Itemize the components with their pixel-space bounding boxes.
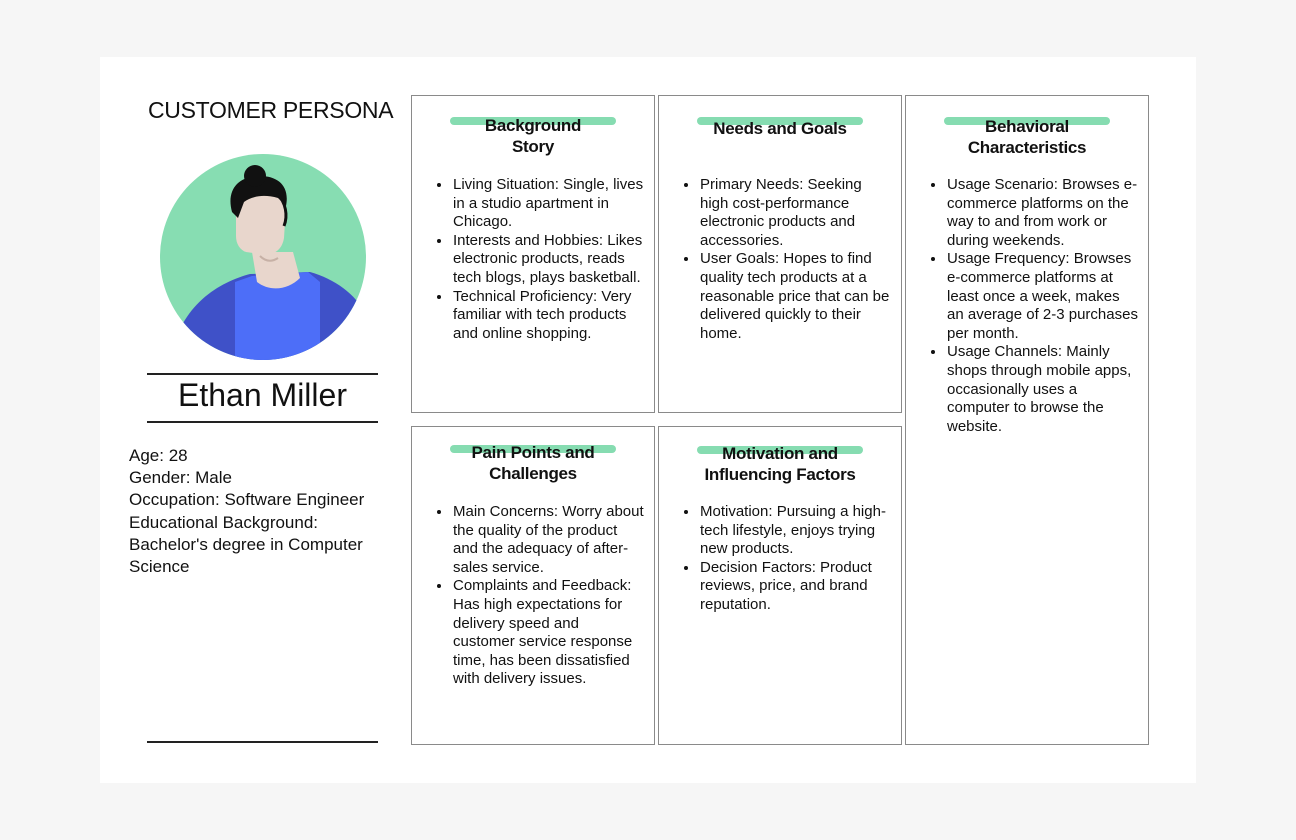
list-item: • Interests and Hobbies: Likes electronic products, reads tech blogs, plays basketball. bbox=[452, 232, 644, 288]
heading-line: Challenges bbox=[489, 464, 577, 483]
card-heading bbox=[659, 427, 901, 503]
list-item: • Motivation: Pursuing a high-tech lifestyle, enjoys trying new products. bbox=[699, 503, 891, 559]
persona-name: Ethan Miller bbox=[178, 377, 347, 413]
detail-education-value-cont: Science bbox=[129, 557, 190, 577]
person-avatar-icon bbox=[160, 154, 366, 360]
persona-details bbox=[129, 445, 404, 578]
card-heading bbox=[659, 96, 901, 176]
heading-line: Behavioral bbox=[985, 117, 1069, 136]
detail-occupation: Occupation: Software Engineer bbox=[129, 490, 365, 510]
details-rule-bottom bbox=[147, 741, 378, 743]
list-item: • Living Situation: Single, lives in a studio apartment in Chicago. bbox=[452, 176, 644, 232]
list-item: • Main Concerns: Worry about the quality of the product and the adequacy of after-sales service. bbox=[452, 503, 644, 577]
heading-line: Motivation and bbox=[722, 444, 838, 463]
list-item: • Technical Proficiency: Very familiar with tech products and online shopping. bbox=[452, 288, 644, 344]
list-item: • Primary Needs: Seeking high cost-performance electronic products and accessories. bbox=[699, 176, 891, 250]
list-item: • Usage Frequency: Browses e-commerce platforms at least once a week, makes an average of 2-3 purchases per month. bbox=[946, 250, 1138, 343]
card-list bbox=[659, 503, 901, 615]
persona-profile bbox=[100, 57, 400, 783]
heading-line: Background bbox=[484, 116, 582, 135]
card-list bbox=[659, 176, 901, 343]
name-rule-top bbox=[147, 373, 378, 375]
card-heading bbox=[412, 96, 654, 176]
name-rule-bottom bbox=[147, 421, 378, 423]
card-heading bbox=[906, 96, 1148, 176]
detail-gender: Gender: Male bbox=[129, 468, 232, 488]
detail-education-value: Bachelor's degree in Computer bbox=[129, 534, 363, 554]
page-title: CUSTOMER PERSONA bbox=[148, 97, 394, 123]
heading-line: Characteristics bbox=[967, 138, 1087, 157]
list-item: • Usage Channels: Mainly shops through mobile apps, occasionally uses a computer to browse the website. bbox=[946, 343, 1138, 436]
detail-education-label: Educational Background: bbox=[129, 512, 319, 532]
heading-line: Pain Points and bbox=[471, 443, 595, 462]
list-item: • User Goals: Hopes to find quality tech products at a reasonable price that can be delivered quickly to their home. bbox=[699, 250, 891, 343]
detail-age: Age: 28 bbox=[129, 446, 188, 465]
heading-line: Needs and Goals bbox=[713, 119, 847, 138]
heading-line: Influencing Factors bbox=[704, 465, 856, 484]
list-item: • Usage Scenario: Browses e-commerce platforms on the way to and from work or during weekends. bbox=[946, 176, 1138, 250]
card-list bbox=[412, 176, 654, 343]
card-list bbox=[412, 503, 654, 689]
list-item: • Decision Factors: Product reviews, price, and brand reputation. bbox=[699, 559, 891, 615]
heading-line: Story bbox=[512, 137, 554, 156]
card-heading bbox=[412, 427, 654, 503]
card-motivation-factors bbox=[658, 426, 902, 745]
persona-canvas bbox=[100, 57, 1196, 783]
card-list bbox=[906, 176, 1148, 436]
list-item: • Complaints and Feedback: Has high expectations for delivery speed and customer service response time, has been dissatisfied with delivery issues. bbox=[452, 577, 644, 689]
card-needs-goals bbox=[658, 95, 902, 413]
card-background-story bbox=[411, 95, 655, 413]
card-pain-points bbox=[411, 426, 655, 745]
card-behavioral-characteristics bbox=[905, 95, 1149, 745]
